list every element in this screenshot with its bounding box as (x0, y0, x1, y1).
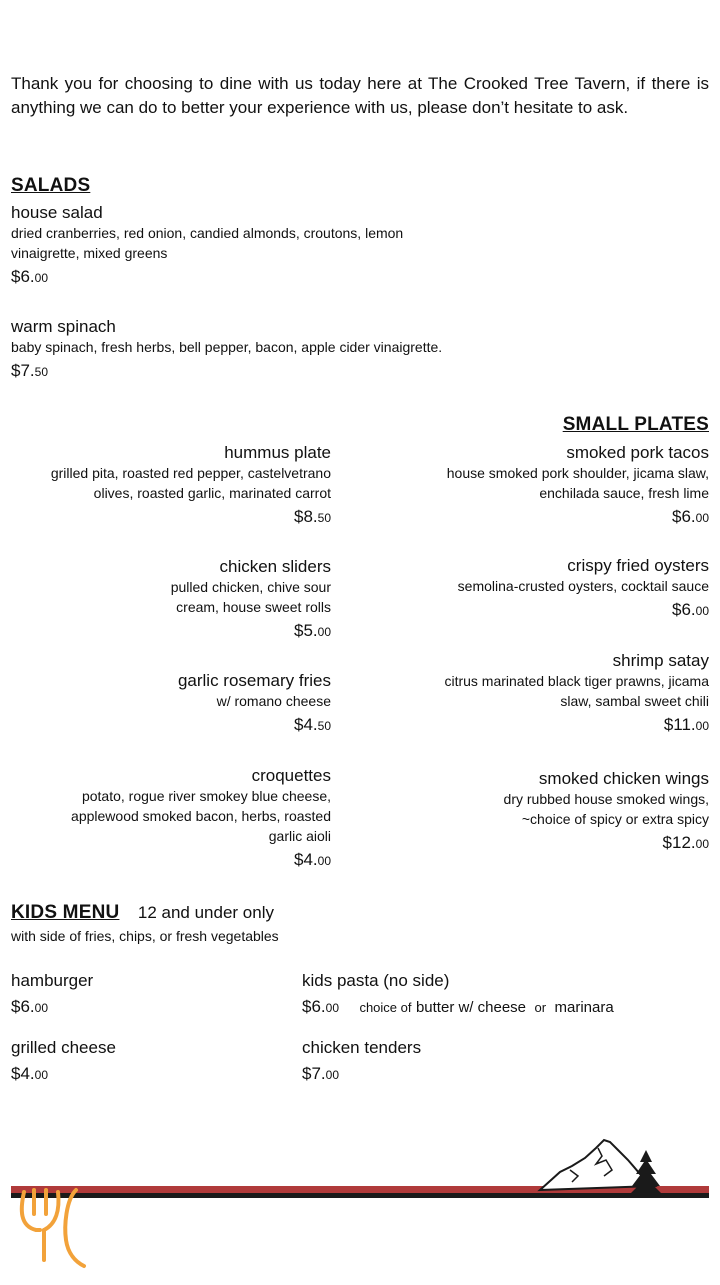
kids-menu-header (11, 902, 274, 924)
option-marinara: marinara (554, 999, 614, 1016)
item-name: garlic rosemary fries (177, 671, 331, 690)
kids-item-hamburger (11, 970, 93, 1017)
item-name: chicken tenders (302, 1038, 422, 1057)
item-name: smoked pork tacos (566, 443, 709, 462)
item-desc-line: potato, rogue river smokey blue cheese, (81, 788, 331, 804)
footer-decoration (0, 1130, 720, 1280)
item-desc-line: pulled chicken, chive sour (170, 579, 331, 595)
item-desc-line: applewood smoked bacon, herbs, roasted (71, 808, 331, 824)
item-price: $6.00 (11, 997, 48, 1016)
item-name: croquettes (251, 766, 331, 785)
item-price: $4.00 (11, 1064, 48, 1083)
option-prefix: choice of (359, 1000, 412, 1015)
item-name: kids pasta (no side) (302, 971, 450, 990)
menu-item-garlic-rosemary-fries (0, 670, 331, 735)
item-name: house salad (11, 203, 103, 222)
item-desc-line: cream, house sweet rolls (176, 599, 331, 615)
item-desc-line: dry rubbed house smoked wings, (503, 791, 709, 807)
item-desc-line: baby spinach, fresh herbs, bell pepper, bacon, apple cider vinaigrette. (11, 339, 443, 355)
menu-item-crispy-fried-oysters (369, 555, 709, 620)
item-name: smoked chicken wings (538, 769, 709, 788)
item-name: warm spinach (11, 317, 116, 336)
item-price: $6.00 (11, 267, 48, 286)
black-stripe (11, 1193, 709, 1198)
item-name: hamburger (11, 971, 94, 990)
item-price: $4.50 (294, 715, 331, 734)
item-name: grilled cheese (11, 1038, 116, 1057)
item-price: $6.00 (302, 997, 339, 1016)
kids-menu-subtitle: with side of fries, chips, or fresh vegetables (11, 928, 279, 944)
kids-item-chicken-tenders (302, 1037, 421, 1084)
item-desc-line: garlic aioli (268, 828, 331, 844)
item-desc-line: semolina-crusted oysters, cocktail sauce (457, 578, 709, 594)
menu-item-smoked-chicken-wings (369, 768, 709, 853)
menu-item-house-salad (11, 202, 611, 287)
menu-item-chicken-sliders (0, 556, 331, 641)
menu-item-warm-spinach (11, 316, 611, 381)
salads-heading: SALADS (11, 175, 91, 196)
item-desc-line: olives, roasted garlic, marinated carrot (93, 485, 331, 501)
item-price: $11.00 (663, 715, 709, 734)
kids-menu-note: 12 and under only (137, 903, 274, 922)
item-name: hummus plate (224, 443, 331, 462)
item-price-and-options (302, 997, 614, 1018)
item-desc-line: dried cranberries, red onion, candied almonds, croutons, lemon (11, 225, 404, 241)
menu-item-hummus-plate (0, 442, 331, 527)
small-plates-heading: SMALL PLATES (562, 414, 709, 435)
item-desc-line: enchilada sauce, fresh lime (539, 485, 709, 501)
item-price: $12.00 (662, 833, 709, 852)
intro-text: Thank you for choosing to dine with us today here at The Crooked Tree Tavern, if there is anything we can do to better your experience with us, please don’t hesitate to ask. (11, 74, 709, 117)
menu-item-croquettes (0, 765, 331, 870)
menu-item-shrimp-satay (369, 650, 709, 735)
item-price: $6.00 (672, 600, 709, 619)
footer-art (0, 1130, 720, 1280)
item-desc-line: ~choice of spicy or extra spicy (521, 811, 709, 827)
item-price: $6.00 (672, 507, 709, 526)
item-desc-line: slaw, sambal sweet chili (560, 693, 709, 709)
menu-item-smoked-pork-tacos (369, 442, 709, 527)
item-price: $5.00 (294, 621, 331, 640)
option-butter-cheese: butter w/ cheese (415, 999, 527, 1016)
item-desc-line: citrus marinated black tiger prawns, jicama (444, 673, 709, 689)
kids-menu-heading: KIDS MENU (11, 902, 120, 923)
item-name: chicken sliders (219, 557, 331, 576)
kids-item-grilled-cheese (11, 1037, 116, 1084)
item-price: $7.50 (11, 361, 48, 380)
item-desc-line: house smoked pork shoulder, jicama slaw, (446, 465, 709, 481)
item-desc-line: grilled pita, roasted red pepper, castelvetrano (50, 465, 331, 481)
kids-item-kids-pasta (302, 970, 614, 1018)
item-desc-line: w/ romano cheese (216, 693, 331, 709)
option-or: or (534, 1000, 547, 1015)
item-desc-line: vinaigrette, mixed greens (11, 245, 168, 261)
item-price: $8.50 (294, 507, 331, 526)
fork-knife-logo-icon (22, 1190, 84, 1266)
item-price: $4.00 (294, 850, 331, 869)
item-name: shrimp satay (612, 651, 709, 670)
item-price: $7.00 (302, 1064, 339, 1083)
item-name: crispy fried oysters (567, 556, 709, 575)
